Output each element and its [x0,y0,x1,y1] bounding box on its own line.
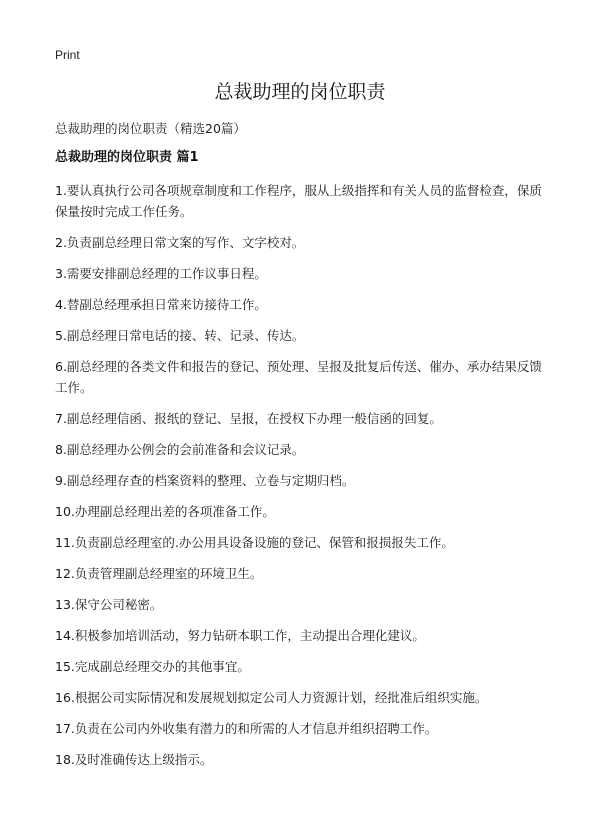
duty-list [55,180,550,780]
list-item: 4.替副总经理承担日常来访接待工作。 [55,297,267,312]
list-item: 10.办理副总经理出差的各项准备工作。 [55,504,275,519]
list-item: 5.副总经理日常电话的接、转、记录、传达。 [55,328,305,343]
page-subtitle: 总裁助理的岗位职责（精选20篇） [55,121,246,136]
list-item: 17.负责在公司内外收集有潜力的和所需的人才信息并组织招聘工作。 [55,721,438,736]
list-item: 12.负责管理副总经理室的环境卫生。 [55,566,263,581]
list-item: 11.负责副总经理室的.办公用具设备设施的登记、保管和报损报失工作。 [55,535,454,550]
list-item: 16.根据公司实际情况和发展规划拟定公司人力资源计划，经批准后组织实施。 [55,690,488,705]
list-item: 2.负责副总经理日常文案的写作、文字校对。 [55,235,305,250]
list-item: 1.要认真执行公司各项规章制度和工作程序，服从上级指挥和有关人员的监督检查，保质保量按时完成工作任务。 [55,183,542,219]
page-title: 总裁助理的岗位职责 [214,81,386,103]
list-item: 13.保守公司秘密。 [55,597,163,612]
section-heading: 总裁助理的岗位职责 篇1 [55,150,199,165]
list-item: 9.副总经理存查的档案资料的整理、立卷与定期归档。 [55,473,355,488]
list-item: 6.副总经理的各类文件和报告的登记、预处理、呈报及批复后传送、催办、承办结果反馈工作。 [55,359,542,395]
list-item: 14.积极参加培训活动，努力钻研本职工作，主动提出合理化建议。 [55,628,425,643]
list-item: 3.需要安排副总经理的工作议事日程。 [55,266,267,281]
print-label: Print [55,48,80,62]
list-item: 8.副总经理办公例会的会前准备和会议记录。 [55,442,305,457]
list-item: 7.副总经理信函、报纸的登记、呈报，在授权下办理一般信函的回复。 [55,411,442,426]
list-item: 15.完成副总经理交办的其他事宜。 [55,659,250,674]
list-item: 18.及时准确传达上级指示。 [55,752,213,767]
